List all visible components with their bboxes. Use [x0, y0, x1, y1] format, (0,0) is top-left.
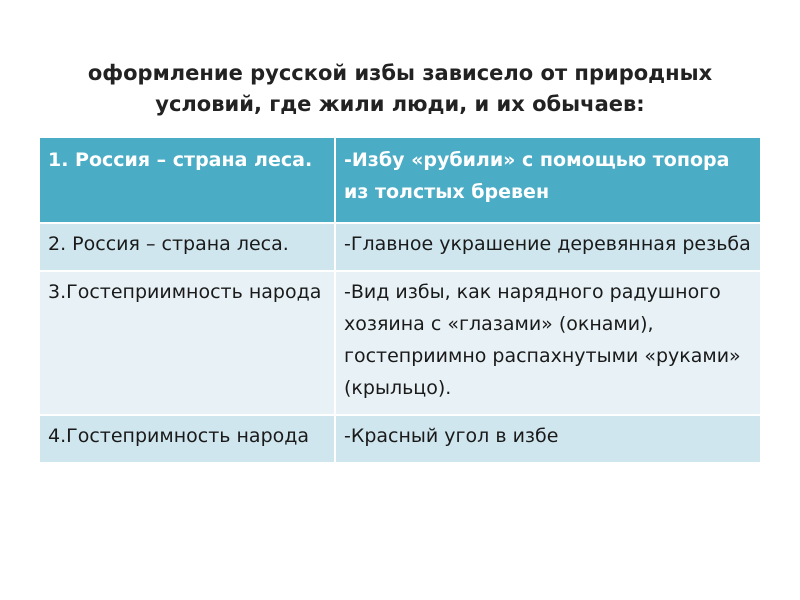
- table-cell-right: -Вид избы, как нарядного радушного хозяина с «глазами» (окнами), гостеприимно распахнутыми «руками» (крыльцо).: [335, 271, 760, 415]
- content-table: [40, 138, 760, 464]
- table-cell-right: -Избу «рубили» с помощью топора из толстых бревен: [335, 138, 760, 223]
- table-row: [40, 223, 760, 271]
- table-row: [40, 271, 760, 415]
- table-row: [40, 415, 760, 463]
- table-cell-left: 1. Россия – страна леса.: [40, 138, 335, 223]
- table-row: [40, 138, 760, 223]
- table-cell-right: -Главное украшение деревянная резьба: [335, 223, 760, 271]
- slide-title: оформление русской избы зависело от природных условий, где жили люди, и их обычаев:: [87, 61, 713, 116]
- table-cell-left: 3.Гостеприимность народа: [40, 271, 335, 415]
- table-cell-right: -Красный угол в избе: [335, 415, 760, 463]
- table-cell-left: 4.Гостепримность народа: [40, 415, 335, 463]
- table-cell-left: 2. Россия – страна леса.: [40, 223, 335, 271]
